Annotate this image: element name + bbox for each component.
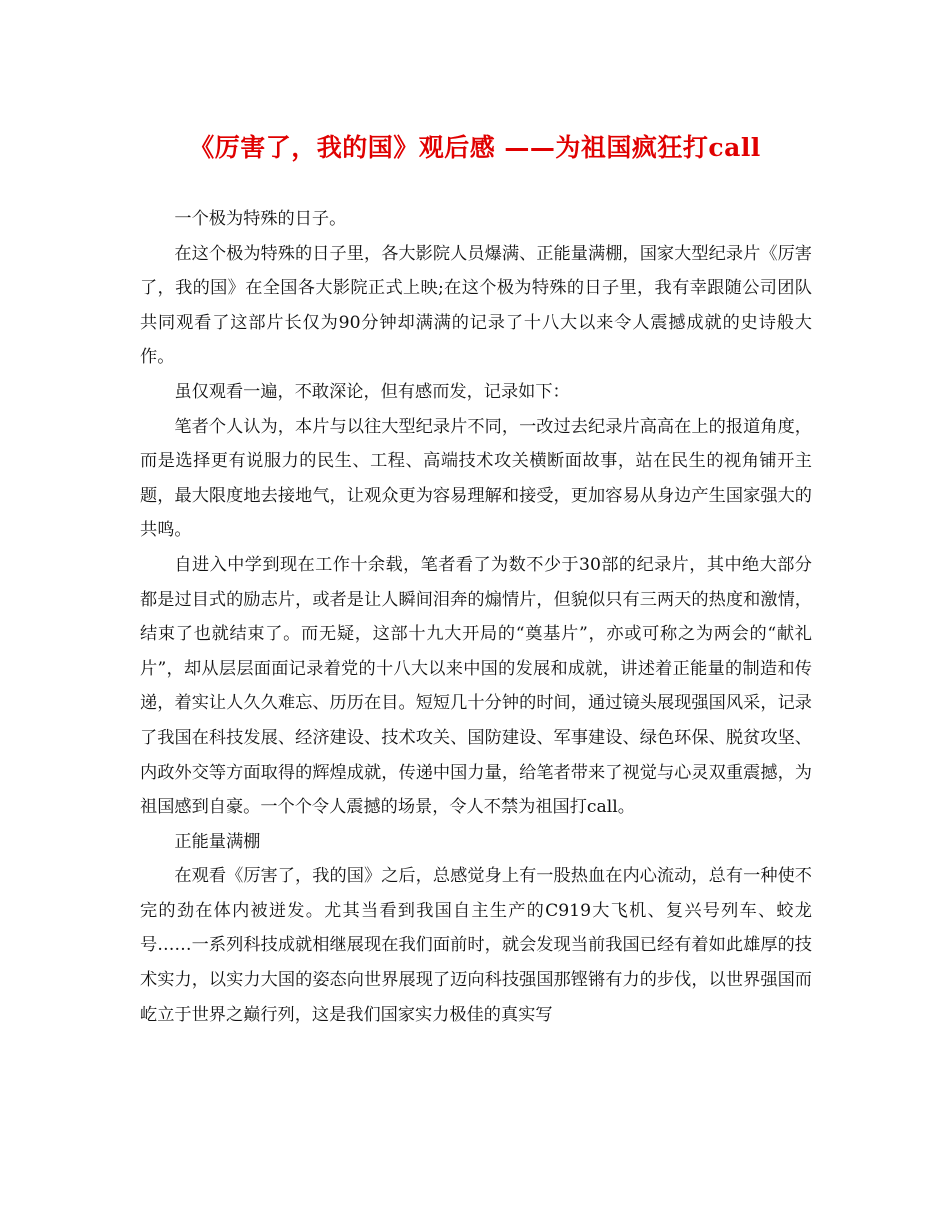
paragraph-3: 虽仅观看一遍，不敢深论，但有感而发，记录如下： — [174, 381, 570, 402]
paragraph-6: 在观看《厉害了，我的国》之后，总感觉身上有一股热血在内心流动，总有一种使不完的劲在体内被迸发。尤其当看到我国自主生产的C919大飞机、复兴号列车、蛟龙号……一系列科技成就相继展现在我们面前时，就会发现当前我国已经有着如此雄厚的技术实力，以实力大国的姿态向世界展现了迈向科技强国那铿锵有力的步伐，以世界强国而屹立于世界之巅行列，这是我们国家实力极佳的真实写 — [140, 866, 812, 1025]
document-body — [140, 202, 812, 1032]
paragraph-1: 一个极为特殊的日子。 — [174, 209, 347, 229]
paragraph-5: 自进入中学到现在工作十余载，笔者看了为数不少于30部的纪录片，其中绝大部分都是过目式的励志片，或者是让人瞬间泪奔的煽情片，但貌似只有三两天的热度和激情，结束了也就结束了。而无疑，这部十九大开局的“奠基片”，亦或可称之为两会的“献礼片”，却从层层面面记录着党的十八大以来中国的发展和成就，讲述着正能量的制造和传递，着实让人久久难忘、历历在目。短短几十分钟的时间，通过镜头展现强国风采，记录了我国在科技发展、经济建设、技术攻关、国防建设、军事建设、绿色环保、脱贫攻坚、内政外交等方面取得的辉煌成就，传递中国力量，给笔者带来了视觉与心灵双重震撼，为祖国感到自豪。一个个令人震撼的场景，令人不禁为祖国打call。 — [140, 554, 812, 818]
document-title: 《厉害了，我的国》观后感 ——为祖国疯狂打call — [189, 133, 761, 162]
section-heading: 正能量满棚 — [174, 831, 261, 852]
paragraph-4: 笔者个人认为，本片与以往大型纪录片不同，一改过去纪录片高高在上的报道角度，而是选择更有说服力的民生、工程、高端技术攻关横断面故事，站在民生的视角铺开主题，最大限度地去接地气，让观众更为容易理解和接受，更加容易从身边产生国家强大的共鸣。 — [140, 416, 812, 541]
paragraph-2: 在这个极为特殊的日子里，各大影院人员爆满、正能量满棚，国家大型纪录片《厉害了，我的国》在全国各大影院正式上映;在这个极为特殊的日子里，我有幸跟随公司团队共同观看了这部片长仅为90分钟却满满的记录了十八大以来令人震撼成就的史诗般大作。 — [140, 243, 812, 368]
